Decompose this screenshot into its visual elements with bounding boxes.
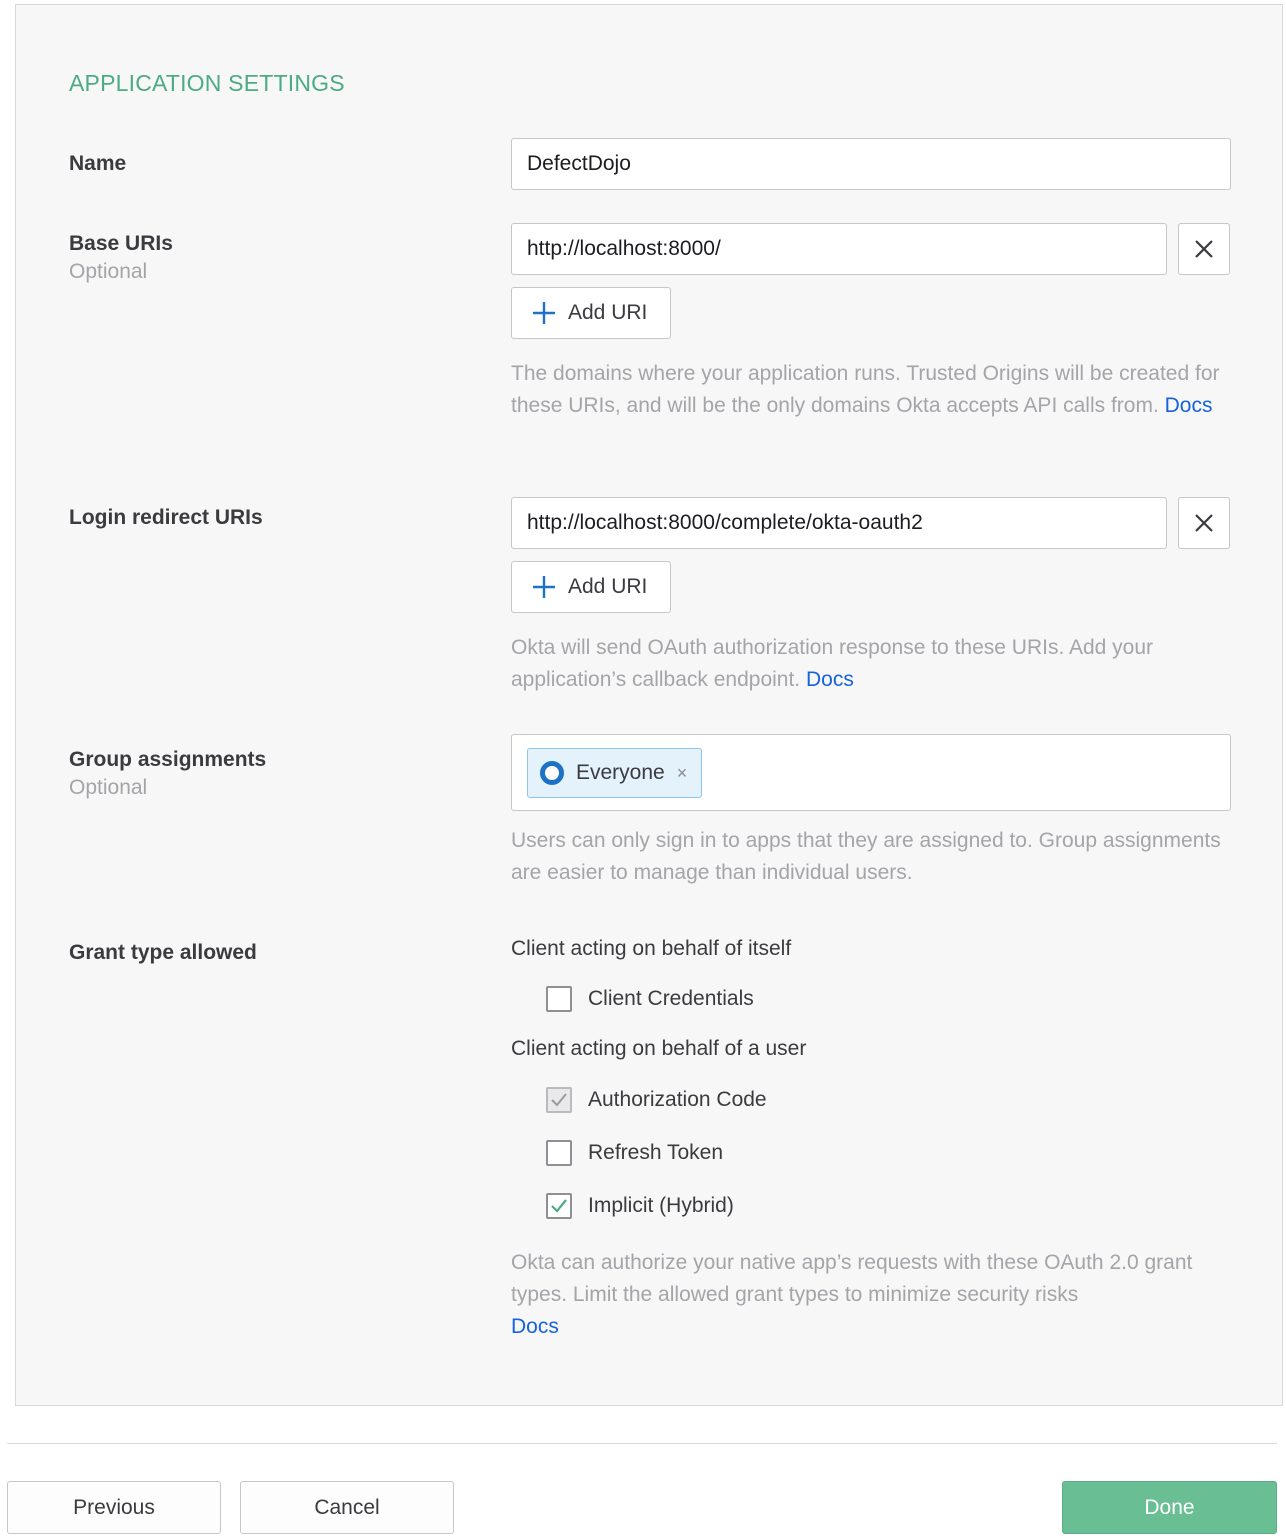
grant-help <box>511 1247 1211 1343</box>
base-uris-help <box>511 358 1226 422</box>
name-input[interactable]: DefectDojo <box>511 138 1231 190</box>
base-uri-input[interactable]: http://localhost:8000/ <box>511 223 1167 275</box>
add-uri-label: Add URI <box>568 301 648 324</box>
check-icon <box>550 1197 568 1215</box>
add-redirect-uri-button[interactable] <box>511 561 671 613</box>
login-redirect-input[interactable]: http://localhost:8000/complete/okta-oauth2 <box>511 497 1167 549</box>
check-icon <box>550 1091 568 1109</box>
base-uris-label: Base URIs <box>69 232 173 255</box>
close-icon <box>1194 513 1214 533</box>
client-credentials-option[interactable] <box>546 986 754 1012</box>
implicit-hybrid-label: Implicit (Hybrid) <box>588 1194 734 1217</box>
implicit-hybrid-checkbox[interactable] <box>546 1193 572 1219</box>
grant-docs-link[interactable]: Docs <box>511 1315 559 1338</box>
grant-type-label: Grant type allowed <box>69 941 257 964</box>
chip-remove-icon[interactable]: × <box>676 762 688 783</box>
refresh-token-checkbox[interactable] <box>546 1140 572 1166</box>
grant-help-text: Okta can authorize your native app’s requests with these OAuth 2.0 grant types. Limit the allowed grant types to minimize security risks <box>511 1251 1193 1306</box>
group-chip-label: Everyone <box>576 761 665 784</box>
authorization-code-checkbox[interactable] <box>546 1087 572 1113</box>
base-uris-optional: Optional <box>69 260 148 283</box>
refresh-token-label: Refresh Token <box>588 1141 724 1164</box>
group-assignments-label: Group assignments <box>69 748 267 771</box>
cancel-button[interactable]: Cancel <box>240 1481 454 1534</box>
authorization-code-option[interactable] <box>546 1087 767 1113</box>
grant-user-heading: Client acting on behalf of a user <box>511 1037 807 1060</box>
client-credentials-checkbox[interactable] <box>546 986 572 1012</box>
group-icon <box>540 761 564 785</box>
group-assignments-input[interactable] <box>511 734 1231 811</box>
group-chip-everyone[interactable] <box>527 748 702 798</box>
group-assignments-optional: Optional <box>69 776 148 799</box>
done-button[interactable]: Done <box>1062 1481 1277 1534</box>
add-uri-label: Add URI <box>568 575 648 598</box>
plus-icon <box>532 301 556 325</box>
base-uris-help-text: The domains where your application runs. Trusted Origins will be created for these URIs, and will be the only domains Okta accepts API calls from. <box>511 362 1220 417</box>
login-redirect-help-text: Okta will send OAuth authorization response to these URIs. Add your application’s callback endpoint. <box>511 636 1154 691</box>
footer-divider <box>7 1443 1277 1444</box>
add-base-uri-button[interactable] <box>511 287 671 339</box>
refresh-token-option[interactable] <box>546 1140 723 1166</box>
group-help: Users can only sign in to apps that they are assigned to. Group assignments are easier to manage than individual users. <box>511 829 1221 884</box>
previous-button[interactable]: Previous <box>7 1481 221 1534</box>
plus-icon <box>532 575 556 599</box>
section-title: APPLICATION SETTINGS <box>69 70 345 96</box>
login-redirect-docs-link[interactable]: Docs <box>805 668 854 691</box>
remove-base-uri-button[interactable] <box>1178 223 1230 275</box>
remove-redirect-uri-button[interactable] <box>1178 497 1230 549</box>
login-redirect-help <box>511 632 1226 696</box>
authorization-code-label: Authorization Code <box>588 1088 767 1111</box>
grant-self-heading: Client acting on behalf of itself <box>511 937 792 960</box>
client-credentials-label: Client Credentials <box>588 987 754 1010</box>
login-redirect-label: Login redirect URIs <box>69 506 263 529</box>
name-label: Name <box>69 152 127 175</box>
base-uris-docs-link[interactable]: Docs <box>1164 394 1213 417</box>
close-icon <box>1194 239 1214 259</box>
implicit-hybrid-option[interactable] <box>546 1193 734 1219</box>
